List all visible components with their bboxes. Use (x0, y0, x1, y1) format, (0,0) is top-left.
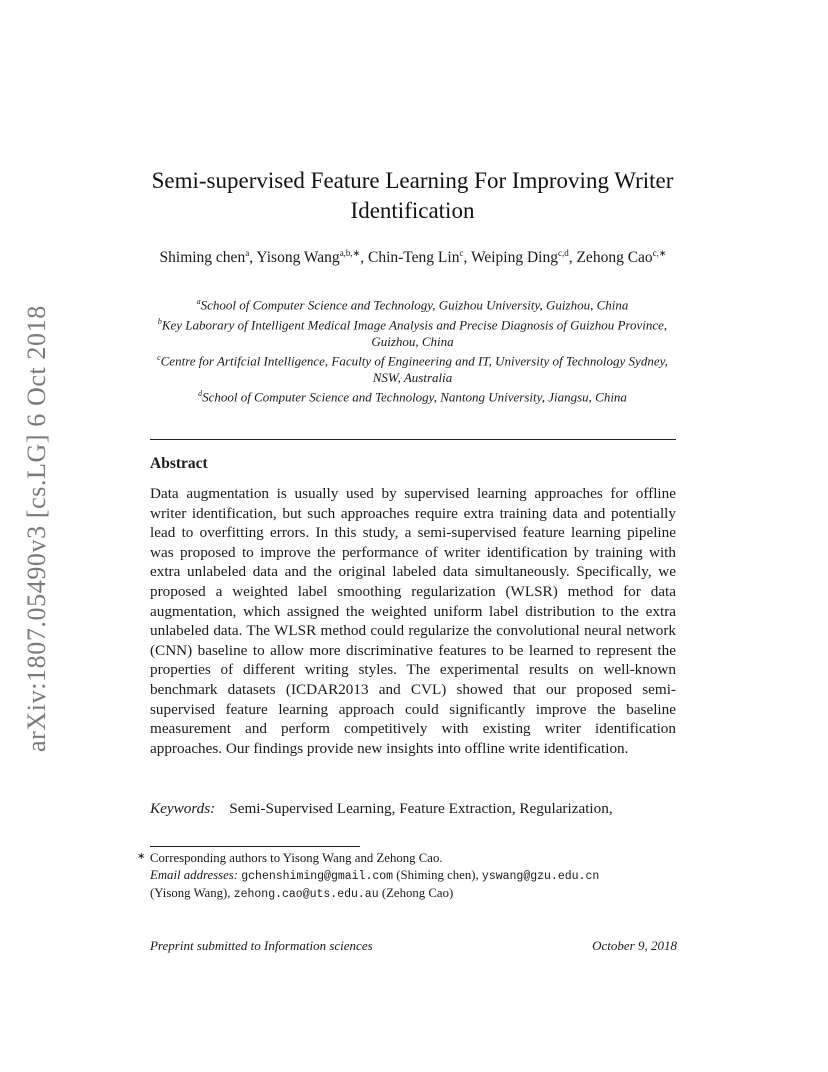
abstract-text: Data augmentation is usually used by supervised learning approaches for offline writer identification, but such approaches require extra training data and potentially lead to overfitting errors. In this study, a semi-supervised feature learning pipeline was proposed to improve the performance of writer identification by training with extra unlabeled data and the original labeled data simultaneously. Specifically, we proposed a weighted label smoothing regularization (WLSR) method for data augmentation, which assigned the weighted uniform label distribution to the extra unlabeled data. The WLSR method could regularize the convolutional neural network (CNN) baseline to allow more discriminative features to be learned to represent the properties of different writing styles. The experimental results on well-known benchmark datasets (ICDAR2013 and CVL) showed that our proposed semi-supervised feature learning approach could significantly improve the baseline measurement and perform competitively with existing writer identification approaches. Our findings provide new insights into offline write identification. (150, 485, 676, 757)
affiliation: $^a$School of Computer Science and Technology, Guizhou University, Guizhou, China (196, 297, 629, 313)
keywords-label: Keywords: (150, 800, 216, 817)
affiliation: $^c$Centre for Artifcial Intelligence, Faculty of Engineering and IT, University of Technology Sydney, NSW, Australia (157, 353, 668, 385)
email-label: Email addresses: (150, 867, 239, 882)
footnote-rule (150, 846, 360, 847)
email-link[interactable]: zehong.cao@uts.edu.au (233, 888, 379, 901)
footnote-marker: ∗ (137, 851, 146, 862)
footnote-email-line: (Yisong Wang), zehong.cao@uts.edu.au (Zehong Cao) (150, 886, 454, 901)
email-link[interactable]: gchenshiming@gmail.com (241, 869, 394, 883)
footer-date: October 9, 2018 (592, 938, 677, 953)
affiliation-list (150, 294, 675, 406)
footnote (137, 850, 676, 904)
author-name: Chin-Teng Lin (367, 249, 460, 267)
author-list: Shiming chen$^a$, Yisong Wang$^{a,b,∗}$, Chin-Teng Lin$^c$, Weiping Ding$^{c,d}$, Zehong Cao$^{c,∗}$ (159, 248, 667, 267)
abstract-top-rule (150, 439, 676, 440)
author-name: Yisong Wang (256, 249, 340, 267)
author-affil-mark: c (459, 248, 464, 258)
arxiv-identifier: arXiv:1807.05490v3 [cs.LG] 6 Oct 2018 (22, 305, 51, 752)
title-line-2: Identification (350, 198, 475, 223)
page-footer (150, 938, 677, 954)
title-line-1: Semi-supervised Feature Learning For Improving Writer (151, 168, 674, 193)
author-name: Zehong Cao (576, 249, 653, 267)
author-affil-mark: c,∗ (652, 248, 667, 258)
email-link[interactable]: yswang@gzu.edu.cn (481, 869, 600, 883)
author-name: Shiming chen (159, 249, 246, 267)
footnote-line-1: Corresponding authors to Yisong Wang and Zehong Cao. (150, 851, 443, 865)
author-affil-mark: a (245, 248, 250, 258)
author-affil-mark: a,b,∗ (339, 248, 361, 258)
abstract-heading: Abstract (150, 455, 208, 472)
preprint-note: Preprint submitted to Information sciences (150, 938, 373, 953)
keywords-text: Semi-Supervised Learning, Feature Extraction, Regularization, (229, 800, 613, 817)
footnote-email-line: Email addresses: gchenshiming@gmail.com (Shiming chen), yswang@gzu.edu.cn (150, 867, 600, 883)
affiliation: $^b$Key Laborary of Intelligent Medical Image Analysis and Precise Diagnosis of Guizhou Province, Guizhou, China (157, 316, 668, 349)
paper-title (145, 166, 680, 226)
author-affil-mark: c,d (557, 248, 569, 258)
affiliation: $^d$School of Computer Science and Technology, Nantong University, Jiangsu, China (198, 389, 627, 405)
keywords (150, 800, 676, 818)
author-name: Weiping Ding (470, 249, 558, 267)
